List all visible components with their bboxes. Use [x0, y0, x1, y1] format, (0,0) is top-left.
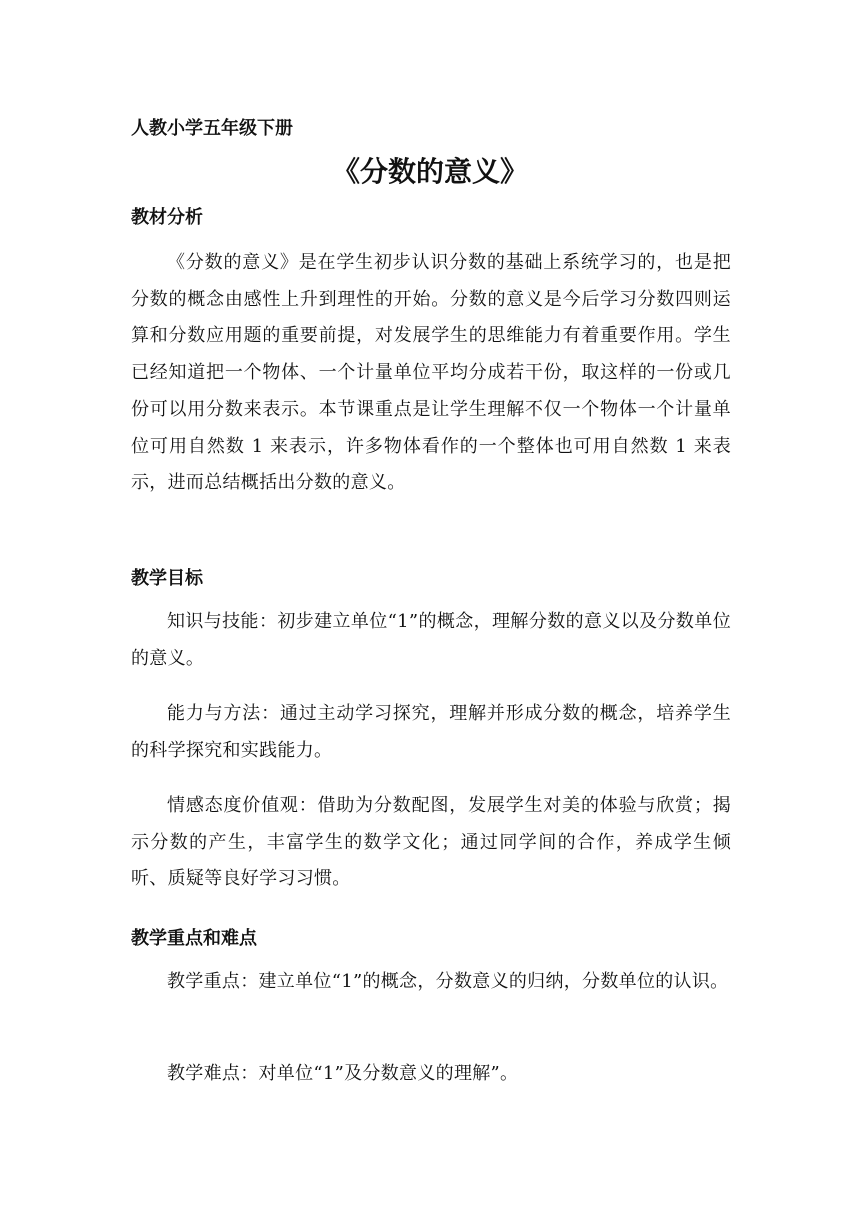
section-heading-teaching-goals: 教学目标	[131, 568, 203, 589]
paragraph-textbook-analysis: 《分数的意义》是在学生初步认识分数的基础上系统学习的，也是把分数的概念由感性上升到理性的开始。分数的意义是今后学习分数四则运算和分数应用题的重要前提，对发展学生的思维能力有着重要作用。学生已经知道把一个物体、一个计量单位平均分成若干份，取这样的一份或几份可以用分数来表示。本节课重点是让学生理解不仅一个物体一个计量单位可用自然数 1 来表示，许多物体看作的一个整体也可用自然数 1 来表示，进而总结概括出分数的意义。	[131, 252, 731, 494]
document-title: 《分数的意义》	[331, 155, 528, 188]
paragraph-key-points: 教学重点：建立单位“1”的概念，分数意义的归纳，分数单位的认识。	[167, 971, 729, 992]
paragraph-emotion-values: 情感态度价值观：借助为分数配图，发展学生对美的体验与欣赏；揭示分数的产生，丰富学生的数学文化；通过同学间的合作，养成学生倾听、质疑等良好学习习惯。	[131, 795, 731, 890]
paragraph-difficult-points: 教学难点：对单位“1”及分数意义的理解”。	[167, 1063, 519, 1084]
document-subtitle: 人教小学五年级下册	[131, 118, 293, 139]
paragraph-ability-methods: 能力与方法：通过主动学习探究，理解并形成分数的概念，培养学生的科学探究和实践能力。	[131, 703, 731, 761]
section-heading-key-difficult-points: 教学重点和难点	[131, 928, 257, 949]
paragraph-knowledge-skills: 知识与技能：初步建立单位“1”的概念，理解分数的意义以及分数单位的意义。	[131, 611, 731, 669]
section-heading-textbook-analysis: 教材分析	[131, 207, 203, 228]
